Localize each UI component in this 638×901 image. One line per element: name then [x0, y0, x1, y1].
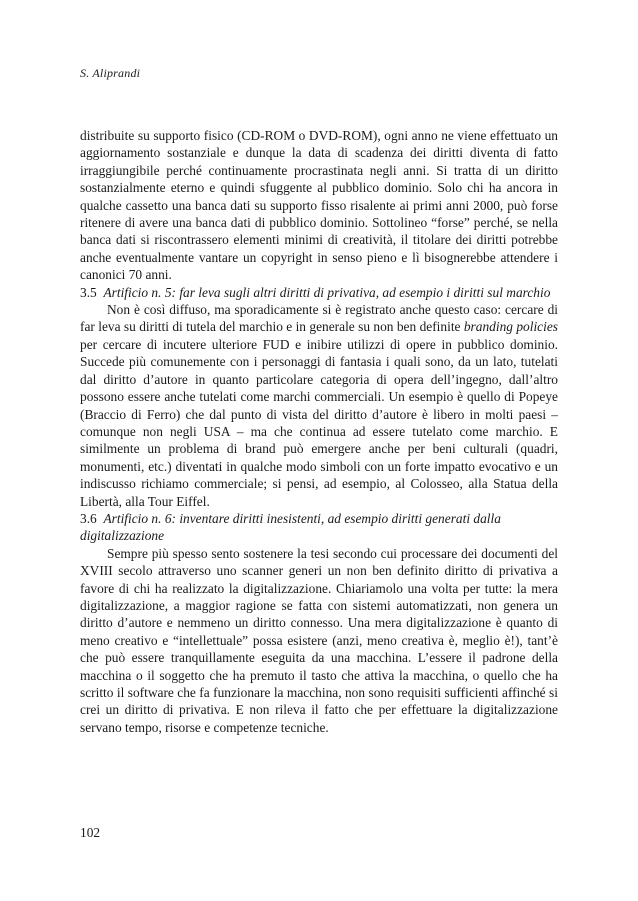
- section-title: Artificio n. 6: inventare diritti inesistenti, ad esempio diritti generati dalla digitalizzazione: [80, 510, 501, 544]
- section-heading-3-5: [80, 284, 558, 301]
- paragraph-database-rights: distribuite su supporto fisico (CD-ROM o DVD-ROM), ogni anno ne viene effettuato un aggiornamento sostanziale e dunque la data di scadenza dei diritti diventa di fatto irraggiungibile perché continuamente procrastinata negli anni. Si tratta di un diritto sostanzialmente eterno e quindi sfuggente al pubblico dominio. Solo chi ha ancora in qualche cassetto una banca dati su supporto fisso risalente ai primi anni 2000, può forse ritenere di avere una banca dati di pubblico dominio. Sottolineo “forse” perché, se nella banca dati si riscontrassero elementi minimi di creatività, il titolare dei diritti potrebbe anche eventualmente vantare un copyright in senso pieno e lì bisognerebbe attendere i canonici 70 anni.: [80, 128, 558, 283]
- paragraph-trademark: [80, 301, 558, 510]
- section-number: 3.5: [80, 284, 97, 300]
- paragraph-text: Non è così diffuso, ma sporadicamente si è registrato anche questo caso: cercare di far leva su diritti di tutela del marchio e in generale su non ben definite: [80, 302, 558, 335]
- section-number: 3.6: [80, 510, 97, 526]
- paragraph-digitization: Sempre più spesso sento sostenere la tesi secondo cui processare dei documenti del XVIII secolo attraverso uno scanner generi un non ben definito diritto di privativa a favore di chi ha realizzato la digitalizzazione. Chiariamolo una volta per tutte: la mera digitalizzazione, a maggior ragione se fatta con sistemi automatizzati, non genera un diritto d’autore e nemmeno un diritto connesso. Una mera digitalizzazione è quanto di meno creativo e “intellettuale” possa esistere (anzi, meno creativa è, meglio è!), tant’è che può essere tranquillamente eseguita da una macchina. L’essere il padrone della macchina o il soggetto che ha premuto il tasto che attiva la macchina, o quello che ha scritto il software che fa funzionare la macchina, non sono requisiti sufficienti affinché si crei un diritto di privativa. E non rileva il fatto che per effettuare la digitalizzazione servano tempo, risorse e competenze tecniche.: [80, 545, 558, 735]
- section-heading-3-6: [80, 510, 558, 545]
- section-title: Artificio n. 5: far leva sugli altri diritti di privativa, ad esempio i diritti sul marchio: [103, 284, 551, 300]
- paragraph-text: per cercare di incutere ulteriore FUD e inibire utilizzi di opere in pubblico dominio. Succede più comunemente con i personaggi di fantasia i quali sono, da un lato, tutelati dal diritto d’autore in quanto particolare categoria di opera dell’ingegno, dall’altro possono essere anche tutelati come marchi commerciali. Un esempio è quello di Popeye (Braccio di Ferro) che dal punto di vista del diritto d’autore è libero in molti paesi – comunque non negli USA – ma che continua ad essere tutelato come marchio. E similmente un problema di brand può emergere anche per beni culturali (quadri, monumenti, etc.) diventati in qualche modo simboli con un forte impatto evocativo e un indiscusso richiamo commerciale; si pensi, ad esempio, al Colosseo, alla Statua della Libertà, alla Tour Eiffel.: [80, 336, 558, 509]
- emphasis-branding-policies: branding policies: [463, 319, 558, 335]
- page-number: 102: [80, 825, 101, 840]
- body-text: [80, 127, 558, 736]
- running-head: S. Aliprandi: [80, 66, 141, 80]
